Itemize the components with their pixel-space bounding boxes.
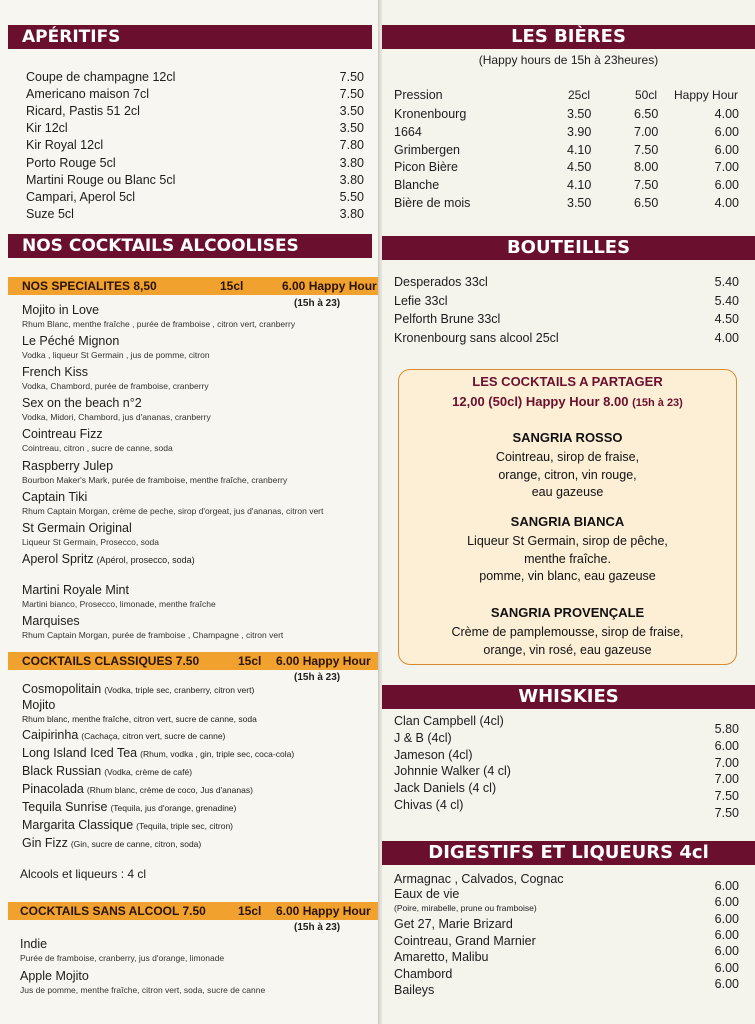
digestif-price: 6.00 xyxy=(714,944,739,959)
cocktail-name xyxy=(22,365,209,380)
beer-happy-hour: 4.00 xyxy=(714,107,739,121)
cocktail-desc: Rhum Captain Morgan, purée de framboise , Champagne , citron vert xyxy=(22,630,284,640)
cocktail-desc: Rhum blanc, menthe fraîche, citron vert, sucre de canne, soda xyxy=(22,714,257,724)
cocktail-item xyxy=(22,365,209,393)
cocktail-name-text: Martini Royale Mint xyxy=(22,582,129,597)
cocktail-name xyxy=(22,521,159,536)
whisky-price: 6.00 xyxy=(714,738,739,753)
digestif-name xyxy=(394,949,488,966)
digestif-price: 6.00 xyxy=(714,879,739,893)
beer-name: Grimbergen xyxy=(394,142,460,157)
menu-row xyxy=(26,120,380,137)
cocktail-name: Margarita Classique xyxy=(22,818,134,832)
cocktail-desc: Liqueur St Germain, Prosecco, soda xyxy=(22,536,160,547)
cocktail-name-text: Aperol Spritz xyxy=(22,551,94,566)
cocktail-name xyxy=(22,614,283,629)
item-price: 4.50 xyxy=(714,312,739,327)
sangria-desc-line: eau gazeuse xyxy=(531,485,604,499)
cocktail-desc: Rhum Blanc, menthe fraîche , purée de framboise , citron vert, cranberry xyxy=(22,319,296,329)
cocktail-name: Cosmopolitain xyxy=(22,682,102,696)
partager-title: LES COCKTAILS A PARTAGER xyxy=(472,374,663,389)
cocktail-item xyxy=(22,614,283,642)
alcools-footnote: Alcools et liqueurs : 4 cl xyxy=(20,867,147,881)
beer-price-50cl: 6.50 xyxy=(634,107,659,121)
cocktail-item xyxy=(22,727,225,744)
cocktail-item xyxy=(22,396,211,424)
item-price: 5.50 xyxy=(339,189,364,204)
bieres-col-pression: Pression xyxy=(394,88,443,102)
digestifs-banner: DIGESTIFS ET LIQUEURS 4cl xyxy=(382,841,755,865)
item-price: 3.50 xyxy=(339,121,364,136)
item-price: 3.80 xyxy=(339,206,364,221)
beer-happy-hour: 6.00 xyxy=(714,178,739,193)
classiques-happy: 6.00 Happy Hour xyxy=(276,654,371,668)
cocktail-name: Apple Mojito xyxy=(20,969,89,983)
item-price: 7.50 xyxy=(339,70,364,84)
beer-row xyxy=(394,159,755,176)
cocktail-inline-desc: (Apérol, prosecco, soda) xyxy=(96,554,195,565)
cocktail-name xyxy=(22,303,295,318)
whisky-name: Chivas (4 cl) xyxy=(394,798,464,812)
menu-row xyxy=(26,103,380,120)
cocktail-desc: Vodka, Chambord, purée de framboise, cranberry xyxy=(22,381,209,392)
classiques-hours: (15h à 23) xyxy=(294,672,341,683)
digestif-desc: (Poire, mirabelle, prune ou framboise) xyxy=(394,903,537,913)
cocktail-inline-desc: (Vodka, triple sec, cranberry, citron vert) xyxy=(104,685,255,695)
cocktail-item xyxy=(22,334,210,362)
digestif-price: 6.00 xyxy=(714,976,739,991)
cocktail-inline-desc: (Tequila, triple sec, citron) xyxy=(136,821,234,831)
aperitifs-banner: APÉRITIFS xyxy=(8,25,372,49)
bieres-col-happy-hour: Happy Hour xyxy=(674,88,739,102)
cocktail-name xyxy=(22,427,173,442)
digestif-name xyxy=(394,933,536,950)
cocktail-inline-desc: (Vodka, crème de café) xyxy=(104,767,193,777)
cocktail-name-text: Marquises xyxy=(22,614,80,628)
sangria-desc-line: Crème de pamplemousse, sirop de fraise, xyxy=(451,625,684,639)
cocktail-name: Pinacolada xyxy=(22,782,84,796)
beer-row xyxy=(394,124,755,141)
item-price: 3.80 xyxy=(339,172,364,187)
bieres-banner: LES BIÈRES xyxy=(382,25,755,49)
item-price: 5.40 xyxy=(714,293,739,308)
cocktail-name xyxy=(22,490,323,505)
cocktails-partager-box xyxy=(398,369,737,665)
cocktail-inline-desc: (Gin, sucre de canne, citron, soda) xyxy=(70,839,202,849)
cocktail-name xyxy=(22,583,216,598)
menu-row xyxy=(394,274,755,291)
bieres-col-50cl: 50cl xyxy=(635,88,658,102)
cocktail-item xyxy=(20,937,224,965)
beer-name: Blanche xyxy=(394,178,440,193)
digestif-name xyxy=(394,886,459,903)
cocktail-name: Mojito xyxy=(22,698,56,712)
cocktail-name xyxy=(22,396,211,411)
item-name: Campari, Aperol 5cl xyxy=(26,189,136,204)
bieres-subtitle: (Happy hours de 15h à 23heures) xyxy=(478,53,659,67)
cocktail-item xyxy=(22,835,201,852)
item-name: Kir 12cl xyxy=(26,121,68,136)
cocktail-name: Indie xyxy=(20,937,48,951)
sans-alcool-header xyxy=(8,902,378,920)
cocktail-item xyxy=(22,781,253,798)
digestif-price: 6.00 xyxy=(714,895,739,910)
cocktail-desc: Rhum Captain Morgan, crème de peche, sirop d'orgeat, jus d'ananas, citron vert xyxy=(22,505,324,516)
item-name: Lefie 33cl xyxy=(394,293,448,308)
cocktail-item xyxy=(22,697,257,726)
item-name: Kir Royal 12cl xyxy=(26,138,104,153)
whisky-price: 7.50 xyxy=(714,806,739,820)
partager-subtitle-line xyxy=(399,394,736,409)
item-name: Coupe de champagne 12cl xyxy=(26,70,176,84)
classiques-size: 15cl xyxy=(238,654,262,668)
beer-price-25cl: 4.10 xyxy=(567,142,592,157)
beer-happy-hour: 6.00 xyxy=(714,124,739,139)
cocktail-name xyxy=(22,552,195,568)
cocktail-item xyxy=(22,745,294,762)
item-name: Martini Rouge ou Blanc 5cl xyxy=(26,172,176,187)
specialites-header xyxy=(8,277,378,295)
menu-row xyxy=(26,137,380,154)
cocktail-name: Gin Fizz xyxy=(22,836,68,850)
item-name: Porto Rouge 5cl xyxy=(26,155,116,170)
item-name: Ricard, Pastis 51 2cl xyxy=(26,104,140,119)
digestif-name-text: Get 27, Marie Brizard xyxy=(394,917,513,931)
digestif-price: 6.00 xyxy=(714,960,739,975)
sangria-desc-line: orange, citron, vin rouge, xyxy=(498,467,637,482)
beer-price-50cl: 6.50 xyxy=(634,196,659,210)
whisky-price: 7.00 xyxy=(714,772,739,787)
menu-row xyxy=(26,86,380,103)
whisky-name: Jack Daniels (4 cl) xyxy=(394,781,497,796)
item-price: 7.50 xyxy=(339,87,364,102)
sangria-desc-line: menthe fraîche. xyxy=(524,551,611,566)
cocktail-name-text: Cointreau Fizz xyxy=(22,427,103,442)
whisky-price: 7.00 xyxy=(714,755,739,770)
digestif-name-text: Armagnac , Calvados, Cognac xyxy=(394,872,564,886)
sangria-desc-line: orange, vin rosé, eau gazeuse xyxy=(483,642,652,657)
beer-price-25cl: 4.50 xyxy=(567,160,592,175)
item-name: Desperados 33cl xyxy=(394,275,488,289)
whisky-name: J & B (4cl) xyxy=(394,730,452,745)
cocktail-desc: Vodka, Midori, Chambord, jus d'ananas, cranberry xyxy=(22,412,211,423)
classiques-header xyxy=(8,652,378,670)
beer-row xyxy=(394,177,755,194)
beer-price-50cl: 7.50 xyxy=(634,178,659,193)
menu-row xyxy=(394,311,755,328)
cocktail-item xyxy=(22,552,195,568)
cocktail-name: Black Russian xyxy=(22,764,102,778)
digestif-name-text: Chambord xyxy=(394,967,453,981)
whisky-price: 5.80 xyxy=(714,722,739,736)
item-price: 5.40 xyxy=(714,275,739,289)
item-name: Americano maison 7cl xyxy=(26,87,149,102)
cocktail-name-text: Mojito in Love xyxy=(22,303,100,317)
whisky-name: Clan Campbell (4cl) xyxy=(394,714,504,728)
beer-price-25cl: 4.10 xyxy=(567,178,592,193)
cocktail-item xyxy=(22,799,236,816)
specialites-size: 15cl xyxy=(220,279,244,293)
whisky-name: Johnnie Walker (4 cl) xyxy=(394,764,511,779)
cocktail-item xyxy=(22,583,216,611)
cocktail-inline-desc: (Cachaça, citron vert, sucre de canne) xyxy=(81,731,226,741)
item-price: 7.80 xyxy=(339,138,364,153)
digestif-name-text: Cointreau, Grand Marnier xyxy=(394,934,536,948)
cocktail-item xyxy=(22,763,192,780)
cocktail-name-text: Sex on the beach n°2 xyxy=(22,396,142,411)
cocktail-name: Tequila Sunrise xyxy=(22,800,108,814)
cocktail-desc: Cointreau, citron , sucre de canne, soda xyxy=(22,443,173,454)
classiques-label: COCKTAILS CLASSIQUES 7.50 xyxy=(22,654,200,668)
cocktails-banner: NOS COCKTAILS ALCOOLISES xyxy=(8,234,372,258)
digestif-price: 6.00 xyxy=(714,911,739,926)
specialites-hours: (15h à 23) xyxy=(294,298,341,309)
sans-alcool-label: COCKTAILS SANS ALCOOL 7.50 xyxy=(20,904,206,918)
sangria-name: SANGRIA PROVENÇALE xyxy=(490,605,645,620)
item-name: Kronenbourg sans alcool 25cl xyxy=(394,330,559,345)
menu-row xyxy=(26,172,380,189)
partager-hours: (15h à 23) xyxy=(632,397,683,409)
sans-alcool-size: 15cl xyxy=(238,904,262,918)
sans-alcool-hours: (15h à 23) xyxy=(294,922,341,933)
beer-happy-hour: 7.00 xyxy=(714,160,739,175)
digestif-name xyxy=(394,916,513,933)
beer-name: Bière de mois xyxy=(394,196,471,210)
cocktail-name-text: St Germain Original xyxy=(22,520,132,535)
digestif-name-text: Baileys xyxy=(394,983,435,997)
menu-row xyxy=(394,293,755,310)
cocktail-name: Caipirinha xyxy=(22,728,79,742)
cocktail-item xyxy=(22,490,323,518)
beer-name: Kronenbourg xyxy=(394,107,467,121)
specialites-happy: 6.00 Happy Hour xyxy=(282,279,377,293)
cocktail-desc: Martini bianco, Prosecco, limonade, menthe fraîche xyxy=(22,598,216,609)
partager-subtitle: 12,00 (50cl) Happy Hour 8.00 xyxy=(452,394,629,409)
menu-row xyxy=(26,155,380,172)
whiskies-banner: WHISKIES xyxy=(382,685,755,709)
whisky-name: Jameson (4cl) xyxy=(394,747,473,762)
cocktail-desc: Bourbon Maker's Mark, purée de framboise, menthe fraîche, cranberry xyxy=(22,474,288,485)
beer-price-50cl: 7.50 xyxy=(634,142,659,157)
bouteilles-banner: BOUTEILLES xyxy=(382,236,755,260)
digestif-name-text: Eaux de vie xyxy=(394,887,460,901)
cocktail-name xyxy=(22,334,210,349)
menu-row xyxy=(26,189,380,206)
beer-name: 1664 xyxy=(394,124,422,139)
digestif-name xyxy=(394,966,452,983)
item-price: 4.00 xyxy=(714,330,739,345)
sangria-desc-line: Cointreau, sirop de fraise, xyxy=(495,450,640,464)
digestif-name xyxy=(394,982,434,999)
cocktail-item xyxy=(22,303,295,331)
sangria-name: SANGRIA BIANCA xyxy=(510,514,625,529)
sangria-desc-line: Liqueur St Germain, sirop de pêche, xyxy=(467,534,668,548)
specialites-label: NOS SPECIALITES 8,50 xyxy=(22,279,157,293)
beer-row xyxy=(394,142,755,159)
menu-right-page xyxy=(382,0,755,1024)
cocktail-name-text: Raspberry Julep xyxy=(22,458,114,473)
menu-row xyxy=(26,206,380,223)
cocktail-name-text: Le Péché Mignon xyxy=(22,334,120,349)
cocktail-item xyxy=(20,969,265,997)
item-price: 3.80 xyxy=(339,155,364,170)
cocktail-name xyxy=(22,459,287,474)
cocktail-name-text: Captain Tiki xyxy=(22,489,88,504)
item-name: Suze 5cl xyxy=(26,206,74,221)
cocktail-inline-desc: (Tequila, jus d'orange, grenadine) xyxy=(110,803,237,813)
digestif-name-text: Amaretto, Malibu xyxy=(394,950,489,964)
beer-happy-hour: 4.00 xyxy=(714,196,739,210)
bieres-col-25cl: 25cl xyxy=(568,88,591,102)
item-price: 3.50 xyxy=(339,104,364,119)
beer-name: Picon Bière xyxy=(394,160,458,175)
cocktail-item xyxy=(22,681,254,698)
menu-row xyxy=(394,330,755,347)
item-name: Pelforth Brune 33cl xyxy=(394,312,501,327)
cocktail-inline-desc: (Rhum blanc, crème de coco, Jus d'ananas) xyxy=(86,785,253,795)
beer-price-50cl: 7.00 xyxy=(634,124,659,139)
sangria-name: SANGRIA ROSSO xyxy=(512,430,623,445)
cocktail-item xyxy=(22,459,287,487)
beer-row xyxy=(394,106,755,123)
menu-row xyxy=(26,69,380,86)
beer-price-50cl: 8.00 xyxy=(634,160,659,175)
beer-price-25cl: 3.50 xyxy=(567,107,592,121)
cocktail-desc: Vodka , liqueur St Germain , jus de pomme, citron xyxy=(22,350,210,361)
cocktail-desc: Purée de framboise, cranberry, jus d'orange, limonade xyxy=(20,953,225,963)
cocktail-item xyxy=(22,427,173,455)
whisky-price: 7.50 xyxy=(714,789,739,804)
beer-price-25cl: 3.50 xyxy=(567,196,592,210)
cocktail-inline-desc: (Rhum, vodka , gin, triple sec, coca-cola) xyxy=(140,749,295,759)
cocktail-name-text: French Kiss xyxy=(22,365,88,380)
sangria-desc-line: pomme, vin blanc, eau gazeuse xyxy=(479,569,656,583)
cocktail-item xyxy=(22,521,159,549)
cocktail-desc: Jus de pomme, menthe fraîche, citron vert, soda, sucre de canne xyxy=(20,985,266,995)
cocktail-name: Long Island Iced Tea xyxy=(22,746,138,760)
beer-price-25cl: 3.90 xyxy=(567,124,592,139)
cocktail-item xyxy=(22,817,233,834)
beer-happy-hour: 6.00 xyxy=(714,142,739,157)
digestif-price: 6.00 xyxy=(714,927,739,942)
beer-row xyxy=(394,195,755,212)
sans-alcool-happy: 6.00 Happy Hour xyxy=(276,904,371,918)
